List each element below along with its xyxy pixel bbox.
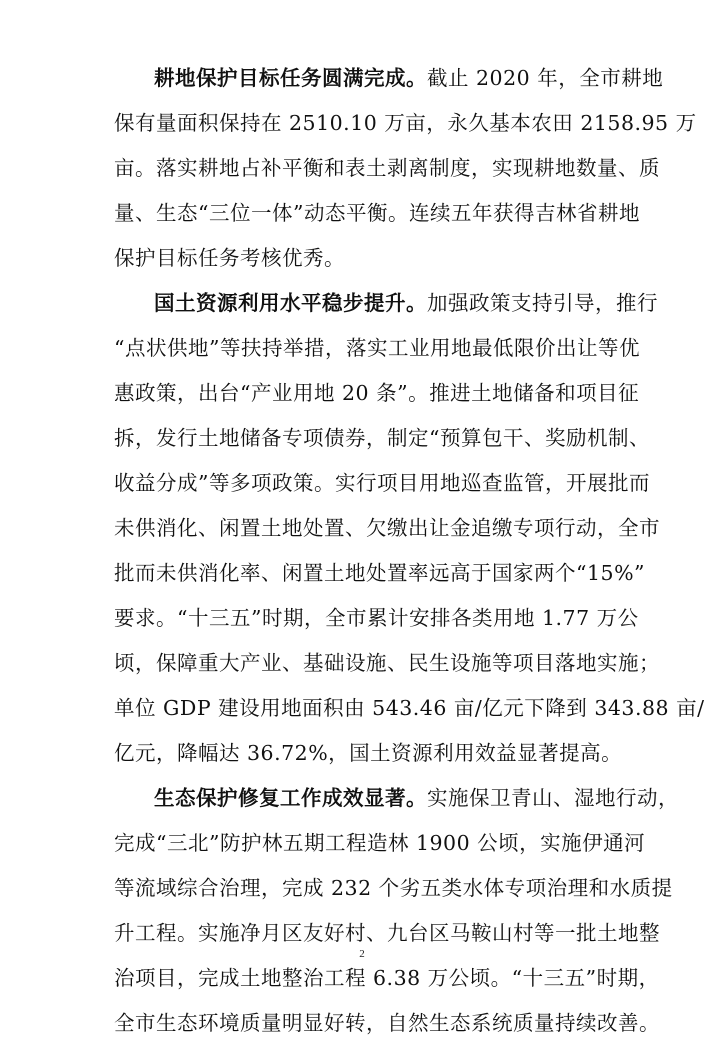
paragraph-heading: 耕地保护目标任务圆满完成。 xyxy=(154,66,427,90)
paragraph-line: 全市生态环境质量明显好转，自然生态系统质量持续改善。 xyxy=(114,1011,660,1035)
paragraph-line: 完成“三北”防护林五期工程造林 1900 公顷，实施伊通河 xyxy=(114,831,646,855)
paragraph-ecological-restoration xyxy=(114,776,679,1046)
paragraph-line: “点状供地”等扶持举措，落实工业用地最低限价出让等优 xyxy=(114,336,640,360)
paragraph-line: 量、生态“三位一体”动态平衡。连续五年获得吉林省耕地 xyxy=(114,201,640,225)
paragraph-land-resource-use xyxy=(114,281,705,776)
paragraph-line: 亿元，降幅达 36.72%，国土资源利用效益显著提高。 xyxy=(114,741,623,765)
paragraph-line: 等流域综合治理，完成 232 个劣五类水体专项治理和水质提 xyxy=(114,876,673,900)
body-text xyxy=(114,56,705,1046)
paragraph-line: 保有量面积保持在 2510.10 万亩，永久基本农田 2158.95 万 xyxy=(114,111,697,135)
paragraph-line: 治项目，完成土地整治工程 6.38 万公顷。“十三五”时期， xyxy=(114,966,660,990)
line-text: 实施保卫青山、湿地行动， xyxy=(427,786,679,810)
page-number: 2 xyxy=(359,948,365,960)
paragraph-line: 批而未供消化率、闲置土地处置率远高于国家两个“15%” xyxy=(114,561,646,585)
paragraph-line xyxy=(114,281,658,326)
paragraph-line: 单位 GDP 建设用地面积由 543.46 亩/亿元下降到 343.88 亩/ xyxy=(114,696,705,720)
paragraph-line: 未供消化、闲置土地处置、欠缴出让金追缴专项行动，全市 xyxy=(114,516,660,540)
paragraph-line: 要求。“十三五”时期，全市累计安排各类用地 1.77 万公 xyxy=(114,606,639,630)
paragraph-line: 升工程。实施净月区友好村、九台区马鞍山村等一批土地整 xyxy=(114,921,660,945)
paragraph-line: 惠政策，出台“产业用地 20 条”。推进土地储备和项目征 xyxy=(114,381,640,405)
paragraph-farmland-protection xyxy=(114,56,697,281)
line-text: 截止 2020 年，全市耕地 xyxy=(427,66,664,90)
paragraph-line: 收益分成”等多项政策。实行项目用地巡查监管，开展批而 xyxy=(114,471,650,495)
line-text: 加强政策支持引导，推行 xyxy=(427,291,658,315)
paragraph-heading: 生态保护修复工作成效显著。 xyxy=(154,786,427,810)
paragraph-line: 拆，发行土地储备专项债券，制定“预算包干、奖励机制、 xyxy=(114,426,650,450)
paragraph-line: 保护目标任务考核优秀。 xyxy=(114,246,345,270)
paragraph-line: 亩。落实耕地占补平衡和表土剥离制度，实现耕地数量、质 xyxy=(114,156,660,180)
paragraph-line xyxy=(114,56,664,101)
paragraph-line xyxy=(114,776,679,821)
paragraph-line: 顷，保障重大产业、基础设施、民生设施等项目落地实施； xyxy=(114,651,660,675)
paragraph-heading: 国土资源利用水平稳步提升。 xyxy=(154,291,427,315)
